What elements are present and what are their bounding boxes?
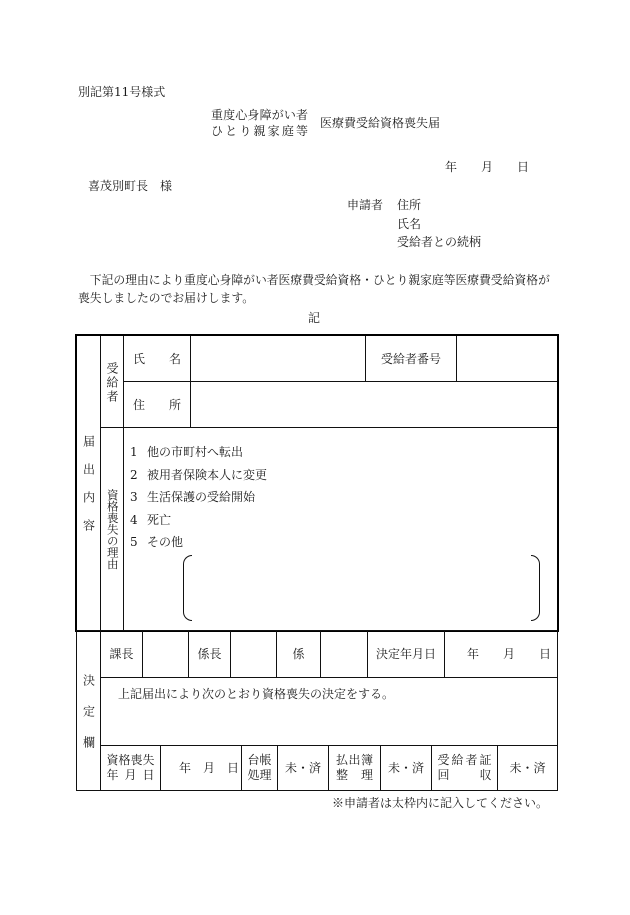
loss-date-value: 年 月 日 <box>179 761 240 775</box>
form-number: 別記第11号様式 <box>78 85 166 99</box>
reason-num: 4 <box>130 513 138 527</box>
recipient-label-cell <box>100 335 124 428</box>
loss-date-label-cell <box>100 745 161 791</box>
title-line-1: 重度心身障がい者 <box>211 108 308 122</box>
ledger-status: 未・済 <box>284 761 321 775</box>
ledger-status-cell <box>277 745 329 791</box>
title-main: 医療費受給資格喪失届 <box>320 116 441 130</box>
applicant-name-label: 氏名 <box>397 217 422 231</box>
title-prefix <box>211 107 308 139</box>
recipient-label: 受給者 <box>105 361 119 404</box>
ledger-label <box>248 753 272 783</box>
loss-date-cell <box>160 745 242 791</box>
staff-stamp-field[interactable] <box>320 630 368 678</box>
ledger-label-cell <box>241 745 278 791</box>
payout-status: 未・済 <box>387 761 424 775</box>
reason-label-cell <box>100 427 124 631</box>
recipient-number-field[interactable] <box>456 335 558 382</box>
addressee: 喜茂別町長 様 <box>88 179 173 193</box>
reason-num: 5 <box>130 535 138 549</box>
reason-item: 生活保護の受給開始 <box>147 490 256 504</box>
section-notification-label-cell <box>76 335 101 631</box>
recipient-number-label: 受給者番号 <box>380 351 441 366</box>
loss-date-label <box>107 753 155 783</box>
decision-statement-cell <box>100 677 558 746</box>
card-label-cell <box>431 745 498 791</box>
section-decision-label: 決定欄 <box>81 673 96 767</box>
address-label: 住 所 <box>132 397 181 412</box>
recipient-number-label-cell <box>365 335 457 382</box>
reason-item: 被用者保険本人に変更 <box>147 468 268 482</box>
payout-label-line-1: 払出簿 <box>336 753 373 767</box>
applicant-address-label: 住所 <box>397 198 422 212</box>
address-label-cell <box>123 381 191 428</box>
decision-statement: 上記届出により次のとおり資格喪失の決定をする。 <box>118 687 395 701</box>
chief-label: 課長 <box>109 647 134 661</box>
subchief-label-cell <box>188 630 231 678</box>
section-decision-label-cell <box>76 630 101 791</box>
applicant-label: 申請者 <box>347 198 384 212</box>
payout-label-line-2: 整 理 <box>336 768 373 782</box>
footer-note: ※申請者は太枠内に記入してください。 <box>331 796 548 810</box>
reason-num: 3 <box>130 490 138 504</box>
title-line-2: ひとり親家庭等 <box>211 124 308 138</box>
payout-label <box>336 753 373 783</box>
recipient-address-field[interactable] <box>190 381 558 428</box>
loss-date-label-line-1: 資格喪失 <box>106 753 155 767</box>
paragraph-line-1: 下記の理由により重度心身障がい者医療費受給資格・ひとり親家庭等医療費受給資格が <box>78 273 550 287</box>
ledger-label-line-2: 処理 <box>247 768 272 782</box>
recipient-name-field[interactable] <box>190 335 366 382</box>
applicant-relation-label: 受給者との続柄 <box>397 235 482 249</box>
staff-label-cell <box>276 630 321 678</box>
staff-label: 係 <box>292 647 305 661</box>
decision-date-label: 決定年月日 <box>375 647 436 661</box>
card-label-line-1: 受給者証 <box>437 753 492 767</box>
loss-date-label-line-2: 年 月 日 <box>106 768 155 782</box>
reason-item: 死亡 <box>147 513 172 527</box>
paragraph-line-2: 喪失しましたのでお届けします。 <box>78 291 255 305</box>
chief-label-cell <box>100 630 143 678</box>
card-label-line-2: 回 収 <box>437 768 492 782</box>
reason-num: 1 <box>130 445 138 459</box>
payout-label-cell <box>328 745 381 791</box>
other-reason-field[interactable] <box>193 557 530 619</box>
reason-item: 他の市町村へ転出 <box>147 445 244 459</box>
section-notification-label: 届出内容 <box>81 435 96 547</box>
name-label-cell <box>123 335 191 382</box>
decision-date-value: 年 月 日 <box>467 647 552 661</box>
name-label: 氏 名 <box>132 351 181 366</box>
reason-item: その他 <box>147 535 184 549</box>
card-status-cell <box>497 745 558 791</box>
subchief-label: 係長 <box>197 647 222 661</box>
chief-stamp-field[interactable] <box>142 630 189 678</box>
decision-date-label-cell <box>367 630 445 678</box>
decision-date-cell <box>444 630 558 678</box>
card-label <box>438 753 492 783</box>
bracket-left <box>183 555 192 621</box>
ki-heading: 記 <box>308 311 321 325</box>
reason-label: 資格喪失の理由 <box>105 488 120 570</box>
bracket-right <box>531 555 540 621</box>
submission-date: 年 月 日 <box>445 160 530 174</box>
payout-status-cell <box>380 745 432 791</box>
subchief-stamp-field[interactable] <box>230 630 277 678</box>
reason-num: 2 <box>130 468 138 482</box>
card-status: 未・済 <box>509 761 546 775</box>
ledger-label-line-1: 台帳 <box>247 753 272 767</box>
